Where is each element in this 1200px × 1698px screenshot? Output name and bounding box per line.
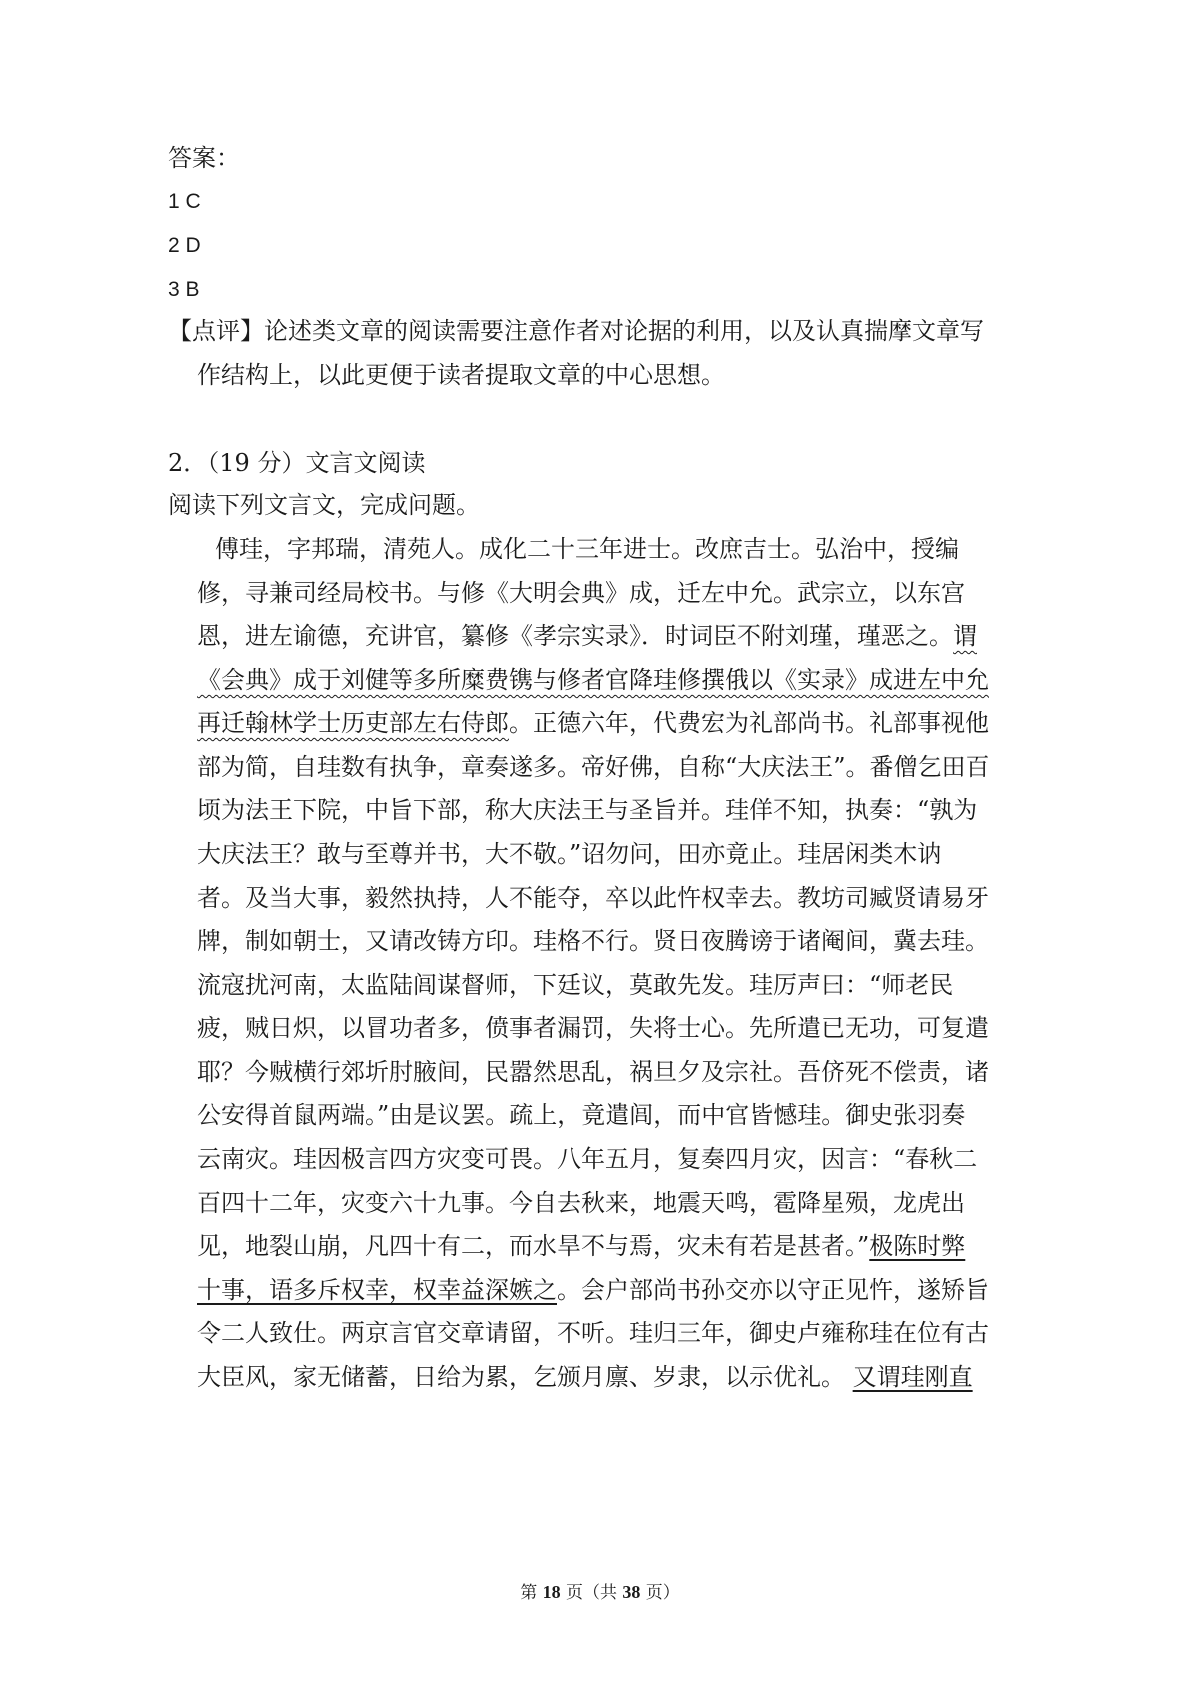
answers-heading: 答案： xyxy=(168,144,240,172)
passage-line-1: 傅珪，字邦瑞，清苑人。成化二十三年进士。改庶吉士。弘治中，授编 xyxy=(215,535,959,563)
footer-text: 第 xyxy=(520,1583,543,1603)
wavy-underlined-text: 谓 xyxy=(953,622,977,650)
answer-item-2: 2 D xyxy=(168,234,201,257)
total-pages: 38 xyxy=(622,1582,641,1602)
wavy-underlined-text: 再迁翰林学士历吏部左右侍郎 xyxy=(197,709,509,737)
footer-text: 页） xyxy=(640,1583,680,1603)
passage-line-9: 者。及当大事，毅然执持，人不能夺，卒以此忤权幸去。教坊司臧贤请易牙 xyxy=(197,884,989,912)
underlined-text: 十事，语多斥权幸，权幸益深嫉之 xyxy=(197,1276,557,1304)
passage-text: 。正德六年，代费宏为礼部尚书。礼部事视他 xyxy=(509,709,989,737)
answer-item-3: 3 B xyxy=(168,278,200,301)
review-tag: 【点评】 xyxy=(168,317,264,345)
passage-text: 大臣风，家无储蓄，日给为累，乞颁月廪、岁隶，以示优礼。 xyxy=(197,1363,853,1391)
review-line-2: 作结构上，以此更便于读者提取文章的中心思想。 xyxy=(197,361,725,389)
passage-line-6: 部为简，自珪数有执争，章奏遂多。帝好佛，自称“大庆法王”。番僧乞田百 xyxy=(197,753,990,781)
passage-line-4 xyxy=(197,664,989,696)
underlined-text: 又谓珪刚直 xyxy=(852,1363,973,1391)
footer-text: 页（共 xyxy=(560,1583,623,1603)
passage-line-15: 云南灾。珪因极言四方灾变可畏。八年五月，复奏四月灾，因言：“春秋二 xyxy=(197,1145,978,1173)
passage-line-19: 令二人致仕。两京言官交章请留，不听。珪归三年，御史卢雍称珪在位有古 xyxy=(197,1319,989,1347)
review-line-1 xyxy=(168,315,984,347)
passage-text: 见，地裂山崩，凡四十有二，而水旱不与焉，灾未有若是甚者。” xyxy=(197,1232,870,1260)
passage-line-17 xyxy=(197,1230,965,1262)
passage-line-13: 耶？今贼横行郊圻肘腋间，民嚣然思乱，祸旦夕及宗社。吾侪死不偿责，诸 xyxy=(197,1058,989,1086)
question-title xyxy=(168,447,425,479)
passage-line-20 xyxy=(197,1361,973,1393)
page-footer xyxy=(0,1580,1200,1605)
page-number: 18 xyxy=(542,1582,561,1602)
passage-line-8: 大庆法王？敢与至尊并书，大不敬。”诏勿问，田亦竟止。珪居闲类木讷 xyxy=(197,840,942,868)
passage-line-18 xyxy=(197,1274,989,1306)
passage-line-2: 修，寻兼司经局校书。与修《大明会典》成，迁左中允。武宗立，以东宫 xyxy=(197,579,965,607)
underlined-text: 极陈时弊 xyxy=(869,1232,966,1260)
passage-line-7: 顷为法王下院，中旨下部，称大庆法王与圣旨并。珪佯不知，执奏：“孰为 xyxy=(197,796,978,824)
question-title-text: （19 分）文言文阅读 xyxy=(207,449,426,477)
passage-text: 恩，进左谕德，充讲官，纂修《孝宗实录》．时词臣不附刘瑾，瑾恶之。 xyxy=(197,622,953,650)
answer-item-1: 1 C xyxy=(168,190,201,213)
passage-line-14: 公安得首鼠两端。”由是议罢。疏上，竟遣闾，而中官皆憾珪。御史张羽奏 xyxy=(197,1101,966,1129)
passage-line-3 xyxy=(197,620,977,652)
passage-line-16: 百四十二年，灾变六十九事。今自去秋来，地震天鸣，雹降星殒，龙虎出 xyxy=(197,1189,965,1217)
passage-text: 。会户部尚书孙交亦以守正见忤，遂矫旨 xyxy=(557,1276,989,1304)
passage-line-12: 疲，贼日炽，以冒功者多，偾事者漏罚，失将士心。先所遣已无功，可复遣 xyxy=(197,1014,989,1042)
wavy-underlined-text: 《会典》成于刘健等多所糜费镌与修者官降珪修撰俄以《实录》成进左中允 xyxy=(197,666,989,694)
question-number: 2． xyxy=(168,449,208,477)
review-text-1: 论述类文章的阅读需要注意作者对论据的利用，以及认真揣摩文章写 xyxy=(264,317,984,345)
question-instruction: 阅读下列文言文，完成问题。 xyxy=(168,491,480,519)
passage-line-10: 牌，制如朝士，又请改铸方印。珪格不行。贤日夜腾谤于诸阉间，冀去珪。 xyxy=(197,927,989,955)
passage-line-11: 流寇扰河南，太监陆闾谋督师，下廷议，莫敢先发。珪厉声曰：“师老民 xyxy=(197,971,954,999)
passage-line-5 xyxy=(197,707,989,739)
